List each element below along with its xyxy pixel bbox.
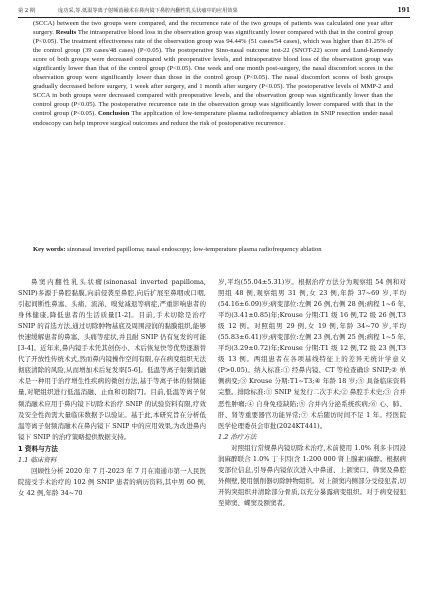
running-title: 庞功采,等.低温等离子射频消融术在鼻内镜下鼻腔内翻性乳头状瘤中的应用效果 — [58, 8, 238, 14]
abstract-conclusion-text: The application of low-temperature plasma radiofrequency ablation in SNIP resection under nasal endoscopy can help improve surgical outcomes and reduce the risk of postoperative recurrence. — [33, 110, 393, 127]
keywords-text: sinonasal inverted papilloma; nasal endoscopy; low-temperature plasma radiofrequency ablation — [65, 246, 322, 253]
treatment-paragraph: 对照组行常规鼻内镜切除术治疗,术前使用 1.0% 利多卡因浸润麻醉联合 1.0% 丁卡因(含 1:200 000 肾上腺素)麻醉。根据病变部位信息,引导鼻内镜依次进入中鼻道、上颌窦口、筛窦及鼻腔外侧壁,使用刨削器切除肿物组织。对上颌窦内侧部分受侵犯者,切开钩突组织并清除部分骨质,以充分暴露病变组织。对于病变侵犯至筛窦、蝶窦及额窦者, — [218, 443, 406, 507]
section-title-materials-methods: 1 资料与方法 — [18, 444, 58, 453]
abstract-results-text: The intraoperative blood loss in the observation group was significantly lower compared with that in the control group (P<0.05). The treatment effectiveness rate of the observation group was 94.44% (51 cases/54 cases), which was higher than 81.25% of the control group (39 cases/48 cases) (P<0.05). The postoperative Sino-nasal outcome test-22 (SNOT-22) score and Lund-Kennedy score of both groups were decreased compared with preoperative levels, and intraoperative blood loss of the observation group was significantly lower than that of the control group (P<0.05). One week and one month post-surgery, the nasal discomfort scores in the observation group were significantly lower than those in the control group (P<0.05). The nasal discomfort scores of both groups gradually decreased before surgery, 1 week after surgery, and 1 month after surgery (P<0.05). The postoperative levels of MMP-2 and SCCA in both groups were decreased compared with preoperative levels, and the observation group was significantly lower than the control group (P<0.05). The postoperative recurrence rate in the observation group was significantly lower compared with that in the control group (P<0.05). — [33, 29, 394, 118]
abstract-paragraph — [33, 19, 393, 128]
left-column — [18, 277, 206, 499]
results-label: Results — [55, 29, 77, 37]
page-number: 191 — [397, 7, 410, 14]
issue-number: 第 2 期 — [18, 8, 35, 14]
keywords-label: Key words: — [33, 246, 66, 253]
subsection-title-treatment: 1.2 治疗方法 — [218, 432, 257, 441]
patient-groups-paragraph: 岁,平均(55.04±5.31)岁。根据治疗方法分为观察组 54 例和对照组 48 例,观察组男 31 例,女 23 例,年龄 37~69 岁,平均(54.16±6.09)岁;病变部位:左侧 26 例,右侧 28 例;病程 1~6 年,平均(3.41±0.85)年;Krouse 分期:T1 级 16 例,T2 级 26 例,T3 级 12 例。对照组男 29 例,女 19 例,年龄 34~70 岁,平均(55.83±6.41)岁;病变部位:左侧 23 例,右侧 25 例;病程 1~5 年,平均(3.29±0.72)年;Krouse 分期:T1 级 12 例,T2 级 23 例,T3 级 13 例。两组患者在各项基线特征上的差异无统计学意义(P>0.05)。纳入标准:① 经鼻内镜、CT 等检查确诊 SNIP;② 单侧病变;③ Krouse 分期:T1~T3;④ 年龄 18 岁;⑤ 具备临床资料完整。排除标准:① SNIP 复发行二次手术;② 鼻腔手术史;③ 合并恶性肿瘤;④ 自身免疫缺陷;⑤ 合并内分泌系统疾病;⑥ 心、肺、肝、肾等重要器官功能异常;⑦ 术后随访时间不足 1 年。经医院医学伦理委员会审批(2024KT441)。 — [218, 278, 406, 430]
english-abstract — [33, 19, 393, 128]
running-header — [18, 6, 410, 16]
introduction-paragraph: 鼻窦内翻性乳头状瘤(sinonasal inverted papilloma, SNIP)多源于鼻腔黏膜,向前侵袭至鼻腔,向后扩展至鼻咽或口咽,引起间断性鼻塞、头痛、流涕、嗅觉减退等病症,严重影响患者的身体健康,降低患者的生活质量[1-2]。目前,手术切除是治疗 SNIP 的首选方法,通过切除肿物基底及周围浸润的黏膜组织,能够快速缓解患者的鼻塞、头痛等症状,并且耐 SNIP 仍有复发的可能[3-4]。近年来,鼻内镜手术凭其创伤小、术后恢复快等优势逐渐替代了开放性传统术式,然而鼻内镜操作空间有限,存在病变组织无法彻底清除的风险,从而增加术后复发率[5-6]。低温等离子射频消融术是一种用于治疗增生性疾病的微创方法,基于等离子体的射频能量,对靶组织进行低温消融、止血和切除[7]。目前,低温等离子射频消融术应用于鼻内镜下切除术治疗 SNIP 的试验资料有限,疗效及安全性尚需大量临床数据予以验证。基于此,本研究旨在分析低温等离子射频消融术在鼻内镜下 SNIP 中的应用效果,为改进鼻内镜下 SNIP 的治疗策略提供数据支持。 — [18, 278, 206, 441]
conclusion-label: Conclusion — [97, 110, 130, 118]
keywords — [33, 245, 393, 254]
clinical-data-paragraph: 回顾性分析 2020 年 7 月-2023 年 7 月在南通市第一人民医院接受手术治疗的 102 例 SNIP 患者的病历资料,其中男 60 例,女 42 例,年龄 34~70 — [18, 466, 207, 497]
right-column — [218, 277, 406, 509]
header-rule — [18, 17, 410, 18]
abstract-methods-tail: (SCCA) between the two groups were compared, and the recurrence rate of the two groups of patients was calculated one year after surgery. — [33, 20, 393, 37]
subsection-title-clinical-data: 1.1 临床资料 — [18, 455, 57, 464]
